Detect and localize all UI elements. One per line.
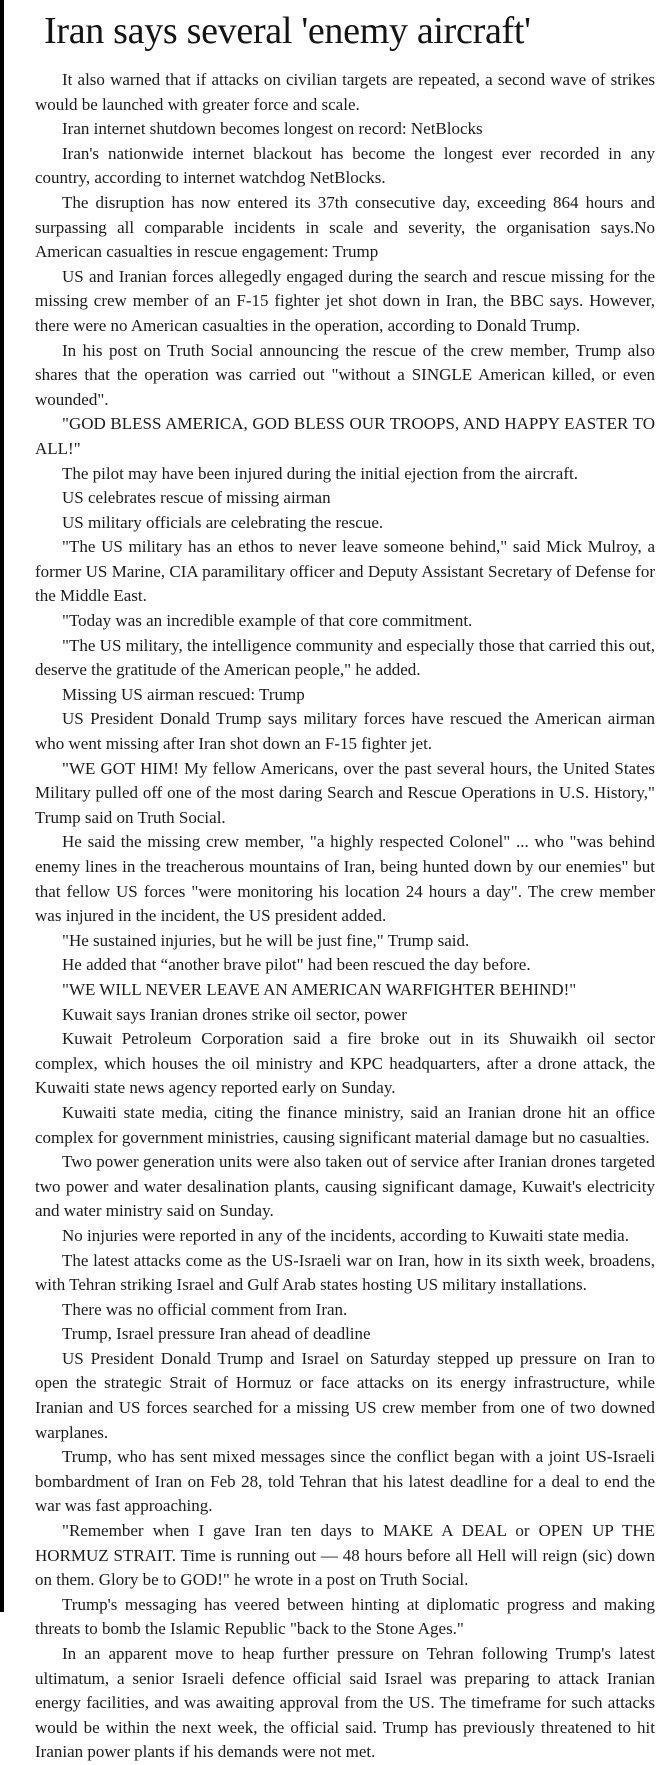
article-paragraph: US military officials are celebrating the rescue. [62, 512, 384, 532]
article-body [0, 54, 672, 1765]
article-paragraph: US celebrates rescue of missing airman [62, 488, 331, 508]
article-paragraph: There was no official comment from Iran. [62, 1299, 348, 1319]
article-paragraph: He added that “another brave pilot" had been rescued the day before. [62, 955, 531, 975]
article-paragraph: No injuries were reported in any of the incidents, according to Kuwaiti state media. [62, 1225, 629, 1245]
article-paragraph: US and Iranian forces allegedly engaged during the search and rescue missing for the missing crew member of an F-15 fighter jet shot down in Iran, the BBC says. However, there were no American casualties in the operation, according to Donald Trump. [35, 266, 655, 335]
article-paragraph: Missing US airman rescued: Trump [62, 684, 305, 704]
article-paragraph: Trump, who has sent mixed messages since the conflict began with a joint US-Israeli bombardment of Iran on Feb 28, told Tehran that his latest deadline for a deal to end the war was fast approaching. [35, 1447, 655, 1516]
article-paragraph: "WE GOT HIM! My fellow Americans, over the past several hours, the United States Military pulled off one of the most daring Search and Rescue Operations in U.S. History," Trump said on Truth Social. [35, 758, 655, 827]
article-paragraph: Kuwaiti state media, citing the finance ministry, said an Iranian drone hit an office complex for government ministries, causing significant material damage but no casualties. [35, 1102, 655, 1147]
article-paragraph: "Today was an incredible example of that core commitment. [62, 611, 473, 631]
article-paragraph: The disruption has now entered its 37th consecutive day, exceeding 864 hours and surpassing all comparable incidents in scale and severity, the organisation says.No American casualties in rescue engagement: Trump [35, 192, 655, 262]
article-paragraph: Trump, Israel pressure Iran ahead of deadline [62, 1324, 371, 1344]
article-title: Iran says several 'enemy aircraft' [44, 10, 531, 52]
article-paragraph: US President Donald Trump and Israel on Saturday stepped up pressure on Iran to open the strategic Strait of Hormuz or face attacks on its energy infrastructure, while Iranian and US forces searched for a missing US crew member from one of two downed warplanes. [35, 1348, 655, 1442]
article-paragraph: In his post on Truth Social announcing the rescue of the crew member, Trump also shares that the operation was carried out "without a SINGLE American killed, or even wounded". [35, 340, 655, 409]
article-paragraph: "The US military, the intelligence community and especially those that carried this out, deserve the gratitude of the American people," he added. [35, 635, 655, 680]
article-paragraph: "WE WILL NEVER LEAVE AN AMERICAN WARFIGHTER BEHIND!" [62, 979, 577, 999]
article-paragraph: Trump's messaging has veered between hinting at diplomatic progress and making threats to bomb the Islamic Republic "back to the Stone Ages." [35, 1594, 655, 1639]
article-paragraph: "The US military has an ethos to never leave someone behind," said Mick Mulroy, a former US Marine, CIA paramilitary officer and Deputy Assistant Secretary of Defense for the Middle East. [35, 537, 655, 606]
article-paragraph: Kuwait says Iranian drones strike oil sector, power [62, 1004, 407, 1024]
article-paragraph: He said the missing crew member, "a highly respected Colonel" ... who "was behind enemy lines in the treacherous mountains of Iran, being hunted down by our enemies" but that fellow US forces "were monitoring his location 24 hours a day". The crew member was injured in the incident, the US president added. [35, 832, 655, 926]
page-left-edge-bar [0, 0, 4, 1612]
article-paragraph: In an apparent move to heap further pressure on Tehran following Trump's latest ultimatum, a senior Israeli defence official said Israel was preparing to attack Iranian energy facilities, and was awaiting approval from the US. The timeframe for such attacks would be within the next week, the official said. Trump has previously threatened to hit Iranian power plants if his demands were not met. [35, 1644, 655, 1762]
article-paragraph: Iran internet shutdown becomes longest on record: NetBlocks [62, 119, 483, 139]
article-paragraph: The latest attacks come as the US-Israeli war on Iran, how in its sixth week, broadens, with Tehran striking Israel and Gulf Arab states hosting US military installations. [35, 1250, 655, 1295]
article-paragraph: It also warned that if attacks on civilian targets are repeated, a second wave of strikes would be launched with greater force and scale. [35, 70, 655, 114]
article-paragraph: Kuwait Petroleum Corporation said a fire broke out in its Shuwaikh oil sector complex, which houses the oil ministry and KPC headquarters, after a drone attack, the Kuwaiti state news agency reported early on Sunday. [35, 1029, 655, 1098]
article-paragraph: Iran's nationwide internet blackout has become the longest ever recorded in any country, according to internet watchdog NetBlocks. [35, 143, 655, 188]
article-paragraph: "He sustained injuries, but he will be just fine," Trump said. [62, 930, 470, 950]
article-paragraph: "GOD BLESS AMERICA, GOD BLESS OUR TROOPS, AND HAPPY EASTER TO ALL!" [35, 414, 655, 458]
article-paragraph: The pilot may have been injured during the initial ejection from the aircraft. [62, 463, 578, 483]
article-paragraph: US President Donald Trump says military forces have rescued the American airman who went missing after Iran shot down an F-15 fighter jet. [35, 709, 655, 754]
article-paragraph: "Remember when I gave Iran ten days to MAKE A DEAL or OPEN UP THE HORMUZ STRAIT. Time is running out — 48 hours before all Hell will reign (sic) down on them. Glory be to GOD!" he wrote in a post on Truth Social. [35, 1521, 655, 1590]
article-paragraph: Two power generation units were also taken out of service after Iranian drones targeted two power and water desalination plants, causing significant damage, Kuwait's electricity and water ministry said on Sunday. [35, 1152, 655, 1221]
